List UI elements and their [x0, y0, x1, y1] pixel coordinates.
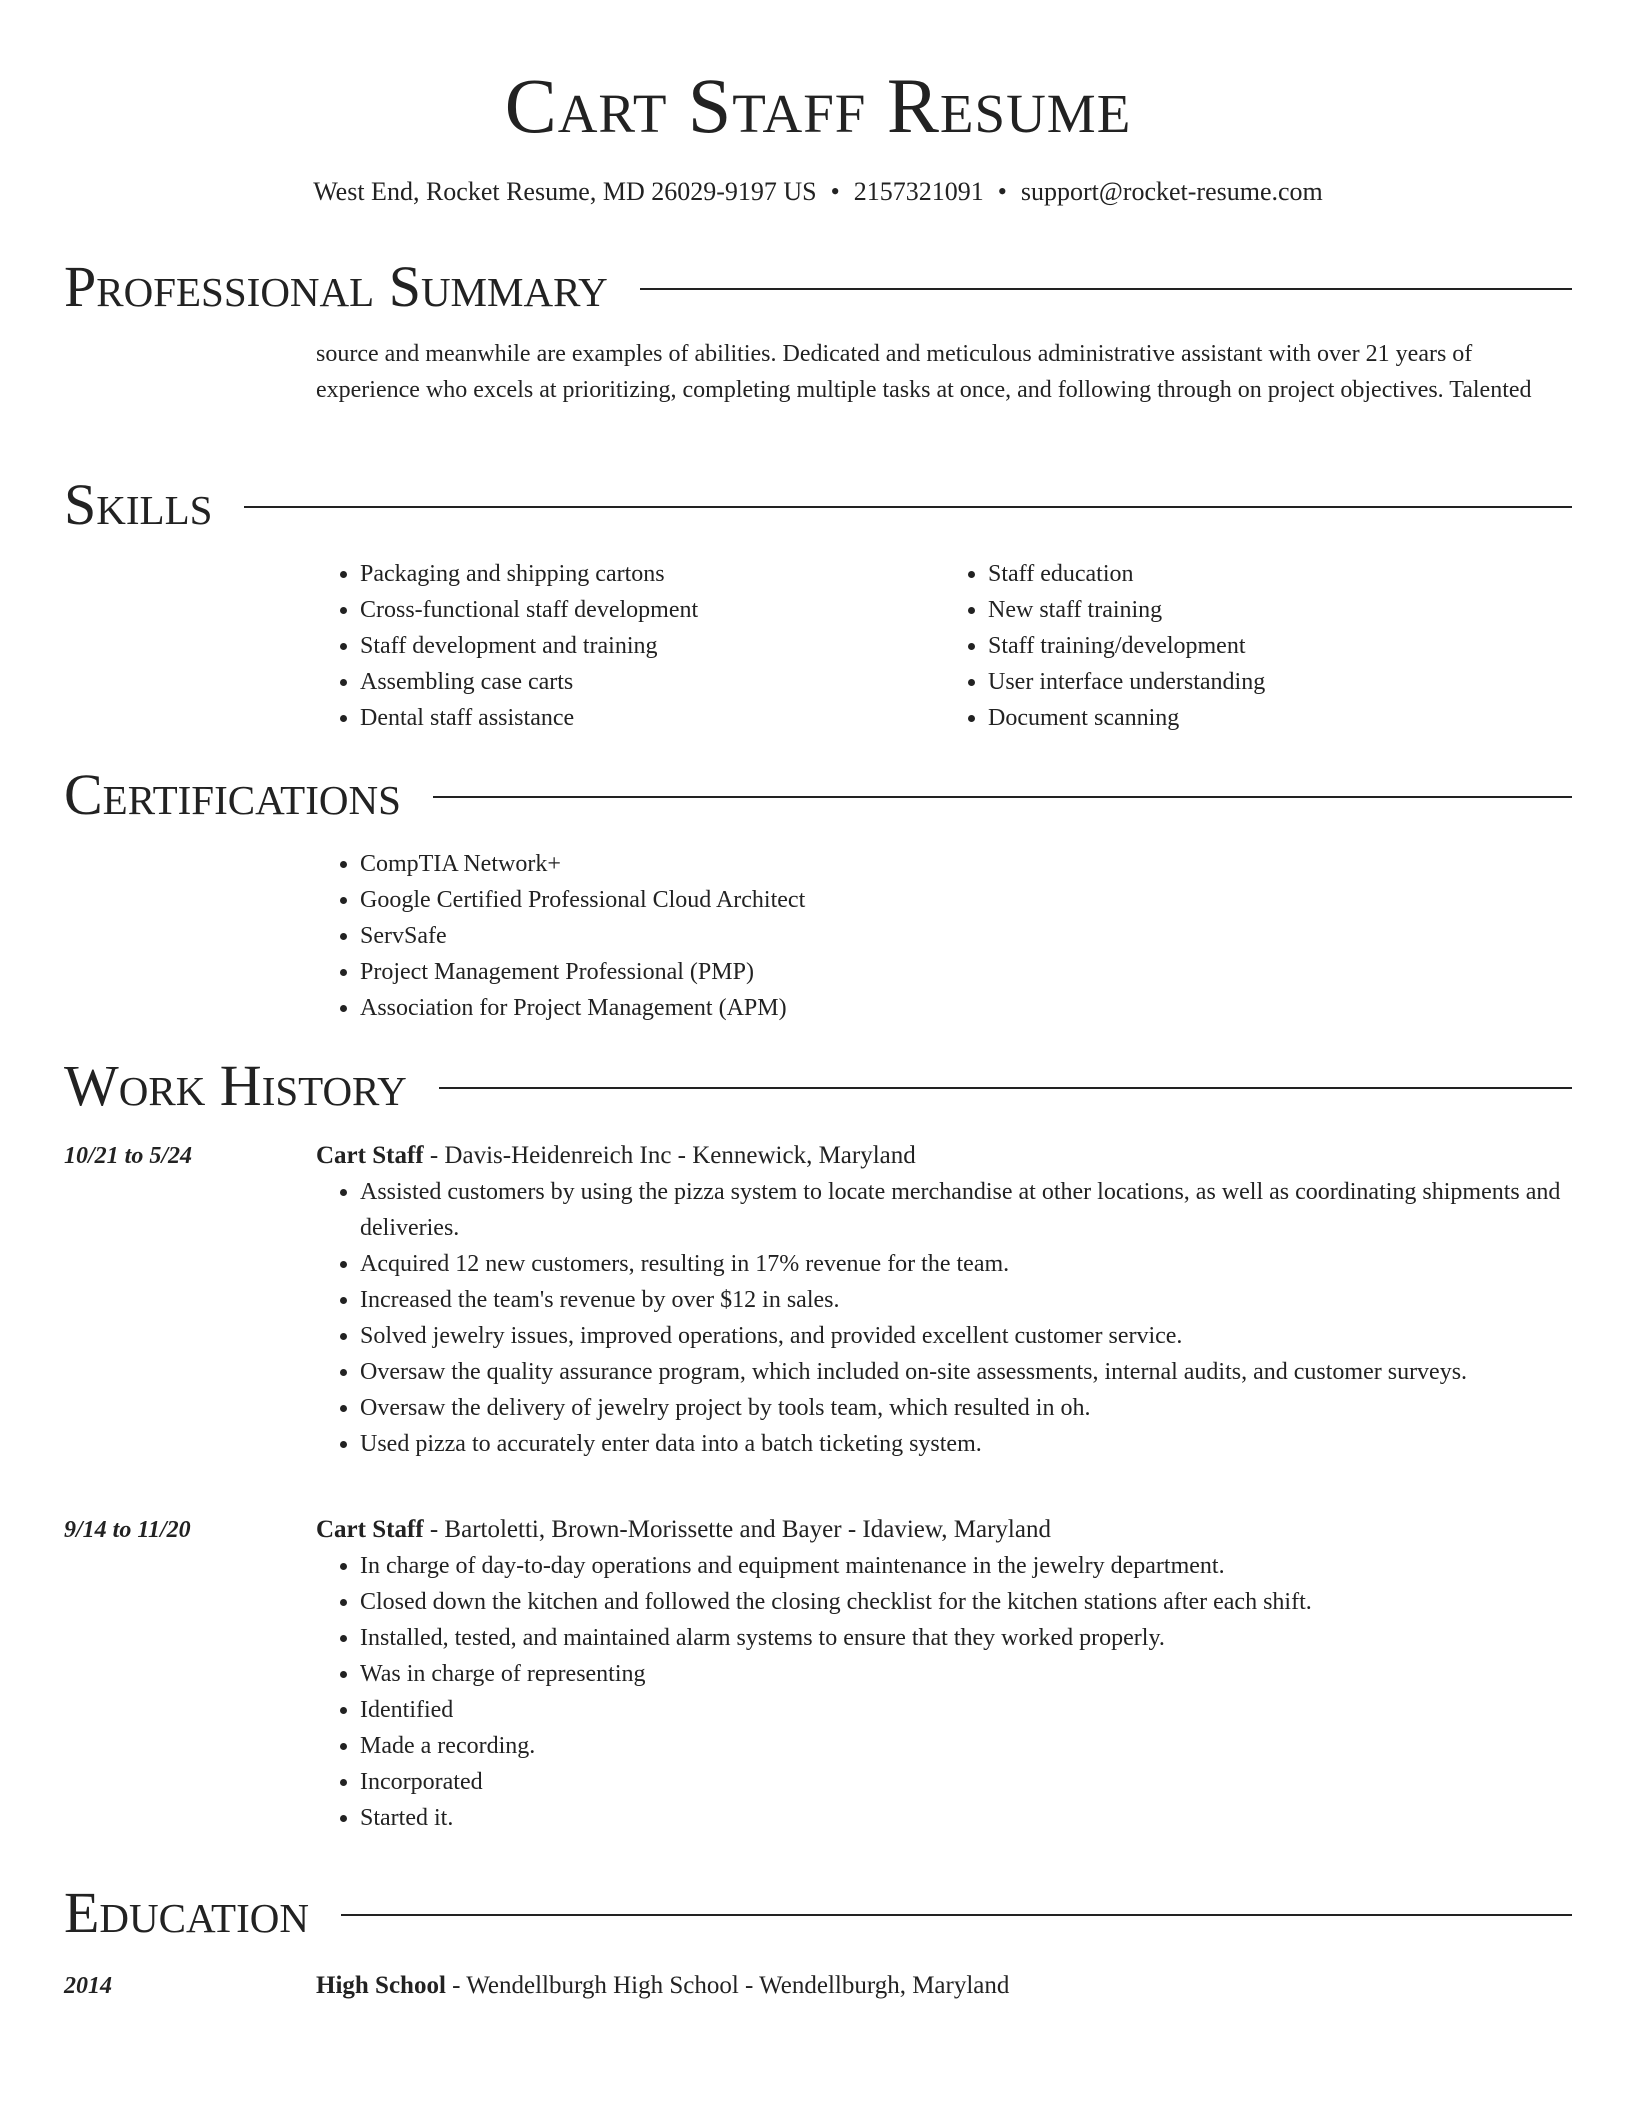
job-bullet: • Increased the team's revenue by over $12 in sales. [360, 1282, 1572, 1318]
job-bullet: • Solved jewelry issues, improved operations, and provided excellent customer service. [360, 1318, 1572, 1354]
job-bullet: • In charge of day-to-day operations and equipment maintenance in the jewelry department. [360, 1548, 1572, 1584]
job-dates: 9/14 to 11/20 [64, 1517, 191, 1543]
work-history-section-heading [64, 1051, 1572, 1121]
job-bullet: • Started it. [360, 1800, 1572, 1836]
resume-title: Cart Staff Resume [504, 62, 1132, 149]
skill-item: • User interface understanding [988, 664, 1572, 700]
summary-text: source and meanwhile are examples of abilities. Dedicated and meticulous administrative assistant with over 21 years of experience who excels at prioritizing, completing multiple tasks at once, and following through on project objectives. Talented [316, 341, 1532, 403]
certification-item: • Google Certified Professional Cloud Architect [360, 882, 1572, 918]
job-bullet: • Oversaw the delivery of jewelry project by tools team, which resulted in oh. [360, 1390, 1572, 1426]
skill-item: • Assembling case carts [360, 664, 944, 700]
contact-separator: • [997, 177, 1007, 206]
skills-content [316, 556, 1572, 736]
skills-list-left [316, 556, 944, 736]
job-entry [316, 1512, 1572, 1836]
skill-item: • Staff development and training [360, 628, 944, 664]
job-bullet: • Used pizza to accurately enter data into a batch ticketing system. [360, 1426, 1572, 1462]
job-employer: - Davis-Heidenreich Inc - Kennewick, Maryland [423, 1142, 916, 1169]
contact-email: support@rocket-resume.com [1020, 177, 1323, 206]
section-divider [439, 1087, 1572, 1089]
contact-separator: • [830, 177, 840, 206]
section-divider [433, 796, 1572, 798]
section-divider [341, 1914, 1572, 1916]
certification-item: • ServSafe [360, 918, 1572, 954]
summary-content [316, 336, 1572, 408]
certification-item: • Project Management Professional (PMP) [360, 954, 1572, 990]
skill-item: • Staff education [988, 556, 1572, 592]
job-bullet: • Acquired 12 new customers, resulting in 17% revenue for the team. [360, 1246, 1572, 1282]
job-bullet: • Installed, tested, and maintained alarm systems to ensure that they worked properly. [360, 1620, 1572, 1656]
contact-address: West End, Rocket Resume, MD 26029-9197 US [313, 177, 817, 206]
education-school: - Wendellburgh High School - Wendellburgh, Maryland [445, 1972, 1010, 1999]
education-line [316, 1968, 1572, 2004]
job-bullet: • Assisted customers by using the pizza system to locate merchandise at other locations, as well as coordinating shipments and deliveries. [360, 1174, 1572, 1246]
certifications-section-heading [64, 760, 1572, 830]
skills-section-heading [64, 470, 1572, 540]
skill-item: • Dental staff assistance [360, 700, 944, 736]
certifications-heading: Certifications [64, 762, 401, 827]
skill-item: • Staff training/development [988, 628, 1572, 664]
work-history-heading: Work History [64, 1053, 407, 1118]
education-year: 2014 [64, 1973, 112, 1999]
job-dates: 10/21 to 5/24 [64, 1143, 193, 1169]
certifications-list [316, 846, 1572, 1026]
job-title-line [316, 1512, 1572, 1548]
skill-item: • New staff training [988, 592, 1572, 628]
job-bullet: • Made a recording. [360, 1728, 1572, 1764]
summary-heading: Professional Summary [64, 254, 608, 319]
contact-line [64, 174, 1572, 210]
job-bullet: • Identified [360, 1692, 1572, 1728]
job-entry [316, 1138, 1572, 1462]
job-title-line [316, 1138, 1572, 1174]
skill-item: • Cross-functional staff development [360, 592, 944, 628]
skill-item: • Document scanning [988, 700, 1572, 736]
education-degree: High School [316, 1972, 446, 1999]
contact-phone: 2157321091 [853, 177, 984, 206]
job-role: Cart Staff [316, 1142, 424, 1169]
skills-list-right [944, 556, 1572, 736]
job-bullet: • Incorporated [360, 1764, 1572, 1800]
job-bullet-list [316, 1174, 1572, 1462]
job-bullet-list [316, 1548, 1572, 1836]
job-employer: - Bartoletti, Brown-Morissette and Bayer - Idaview, Maryland [423, 1516, 1051, 1543]
skills-heading: Skills [64, 472, 213, 537]
job-bullet: • Was in charge of representing [360, 1656, 1572, 1692]
education-entry [316, 1968, 1572, 2004]
certifications-content [316, 846, 1572, 1026]
section-divider [640, 288, 1572, 290]
section-divider [244, 506, 1572, 508]
job-bullet: • Oversaw the quality assurance program, which included on-site assessments, internal audits, and customer surveys. [360, 1354, 1572, 1390]
education-section-heading [64, 1878, 1572, 1948]
certification-item: • Association for Project Management (APM) [360, 990, 1572, 1026]
summary-section-heading [64, 252, 1572, 322]
skill-item: • Packaging and shipping cartons [360, 556, 944, 592]
skills-columns [316, 556, 1572, 736]
job-bullet: • Closed down the kitchen and followed the closing checklist for the kitchen stations after each shift. [360, 1584, 1572, 1620]
education-heading: Education [64, 1880, 309, 1945]
certification-item: • CompTIA Network+ [360, 846, 1572, 882]
job-role: Cart Staff [316, 1516, 424, 1543]
